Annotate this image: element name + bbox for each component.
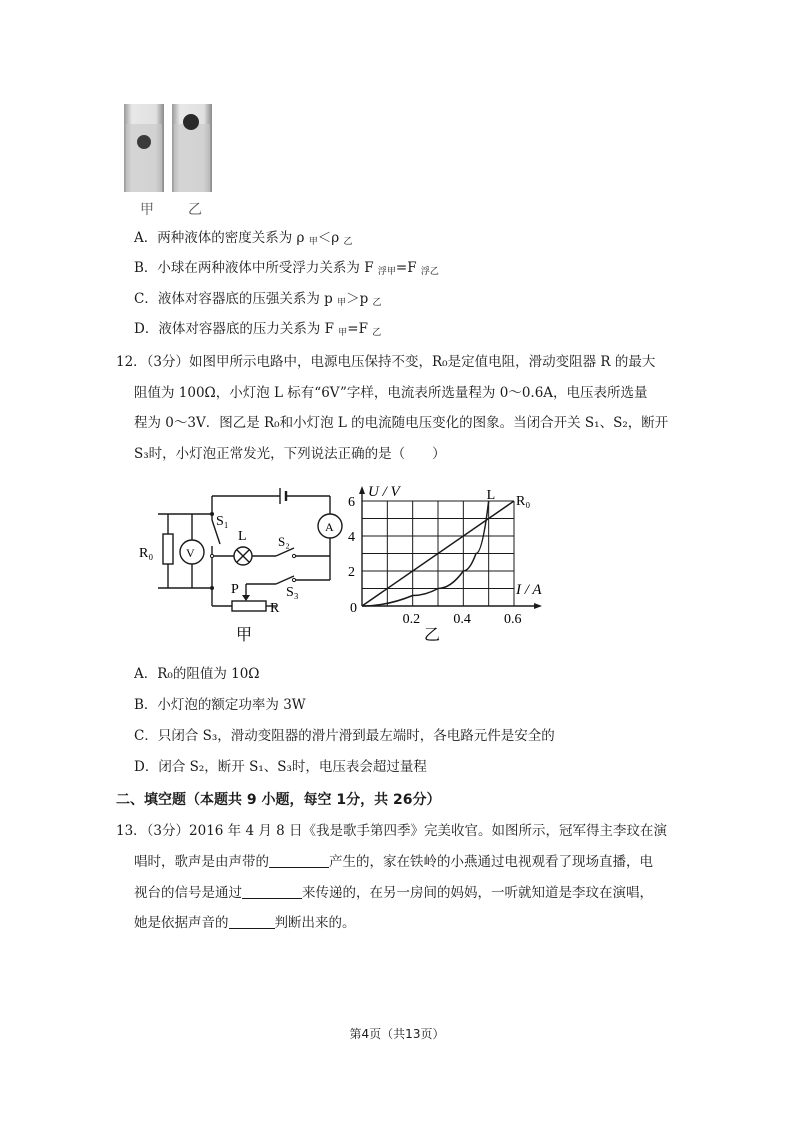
q12-option-b: B．小灯泡的额定功率为 3W [134,697,306,713]
q11-option-a: A．两种液体的密度关系为 ρ $_甲$＜ρ $_乙$ [134,230,353,247]
y-tick-label: 2 [348,565,355,580]
q11-option-b: B．小球在两种液体中所受浮力关系为 F $_{浮甲}$=F $_{浮乙}$ [134,260,439,277]
label-v: V [186,546,195,560]
label-jia: 甲 [140,203,154,218]
label-s1: S₁ [216,514,229,529]
y-axis-arrow [359,486,365,494]
node-s2 [210,554,213,557]
y-axis-label: U / V [368,484,400,500]
q13-blank-2[interactable] [242,884,302,899]
label-s3: S₃ [286,585,299,600]
resistor-r0 [163,534,173,564]
beakers-figure [118,100,218,220]
series-label-r0: R₀ [516,494,531,509]
q12-line-4: S₃时，小灯泡正常发光，下列说法正确的是（ ） [134,446,446,462]
label-l: L [238,529,247,544]
origin-label: 0 [350,601,357,616]
q13-blank-3[interactable] [229,914,275,929]
q12-line-1: 12．（3分）如图甲所示电路中，电源电压保持不变，R₀是定值电阻，滑动变阻器 R 的最大 [116,354,656,370]
circuit-caption: 甲 [236,627,253,644]
q13-line-3: 视台的信号是通过 来传递的，在另一房间的妈妈，一听就知道是李玟在演唱， [134,885,653,901]
x-axis-label: I / A [516,582,542,598]
series-label-l: L [486,488,496,503]
y-tick-label: 4 [348,530,355,545]
ball-jia [137,135,151,149]
q11-option-d: D．液体对容器底的压力关系为 F $_甲$=F $_乙$ [134,321,382,338]
label-r0: R₀ [139,546,154,561]
q13-line-2: 唱时，歌声是由声带的 产生的，家在铁岭的小燕通过电视观看了现场直播，电 [134,854,653,870]
label-a: A [325,520,334,534]
chart-svg [342,478,556,648]
label-s2: S₂ [278,534,290,549]
q13-line-1: 13．（3分）2016 年 4 月 8 日《我是歌手第四季》完美收官。如图所示，冠军得主李玟在演 [116,823,668,839]
q11-option-c: C．液体对容器底的压强关系为 p $_甲$＞p $_乙$ [134,291,382,308]
label-p: P [231,582,239,597]
beakers-image [118,100,218,220]
node-s2b [292,554,295,557]
x-tick-label: 0.6 [504,612,522,627]
label-r: R [270,601,280,616]
page-footer: 第4页（共13页） [349,1027,445,1041]
q13-line-4: 她是依据声音的 判断出来的。 [134,915,356,931]
q12-option-a: A．R₀的阻值为 10Ω [134,666,260,682]
node-s3 [292,578,295,581]
x-tick-label: 0.4 [453,612,471,627]
section-2-title: 二、填空题（本题共 9 小题，每空 1分，共 26分） [116,792,441,808]
junction-1 [210,512,214,516]
y-tick-label: 6 [348,495,355,510]
x-tick-label: 0.2 [402,612,421,627]
q12-line-3: 程为 0～3V．图乙是 R₀和小灯泡 L 的电流随电压变化的图象。当闭合开关 S₁、S₂，断开 [134,415,669,431]
ball-yi [183,114,199,130]
switch-s2 [276,548,294,556]
q12-option-d: D．闭合 S₂，断开 S₁、S₃时，电压表会超过量程 [134,759,427,775]
switch-s3 [276,576,294,584]
q12-line-2: 阻值为 100Ω，小灯泡 L 标有“6V”字样，电流表所选量程为 0～0.6A，电压表所选量 [134,385,648,401]
junction-2 [210,586,214,590]
label-yi: 乙 [188,203,202,218]
q12-option-c: C．只闭合 S₃，滑动变阻器的滑片滑到最左端时，各电路元件是安全的 [134,728,555,744]
slider-arrow [242,595,250,601]
circuit-diagram [136,480,348,646]
q13-blank-1[interactable] [269,853,329,868]
rheostat-r [232,601,266,611]
circuit-svg [136,480,348,646]
chart-caption: 乙 [424,627,441,644]
chart-container [342,478,556,648]
x-axis-arrow [534,603,542,609]
